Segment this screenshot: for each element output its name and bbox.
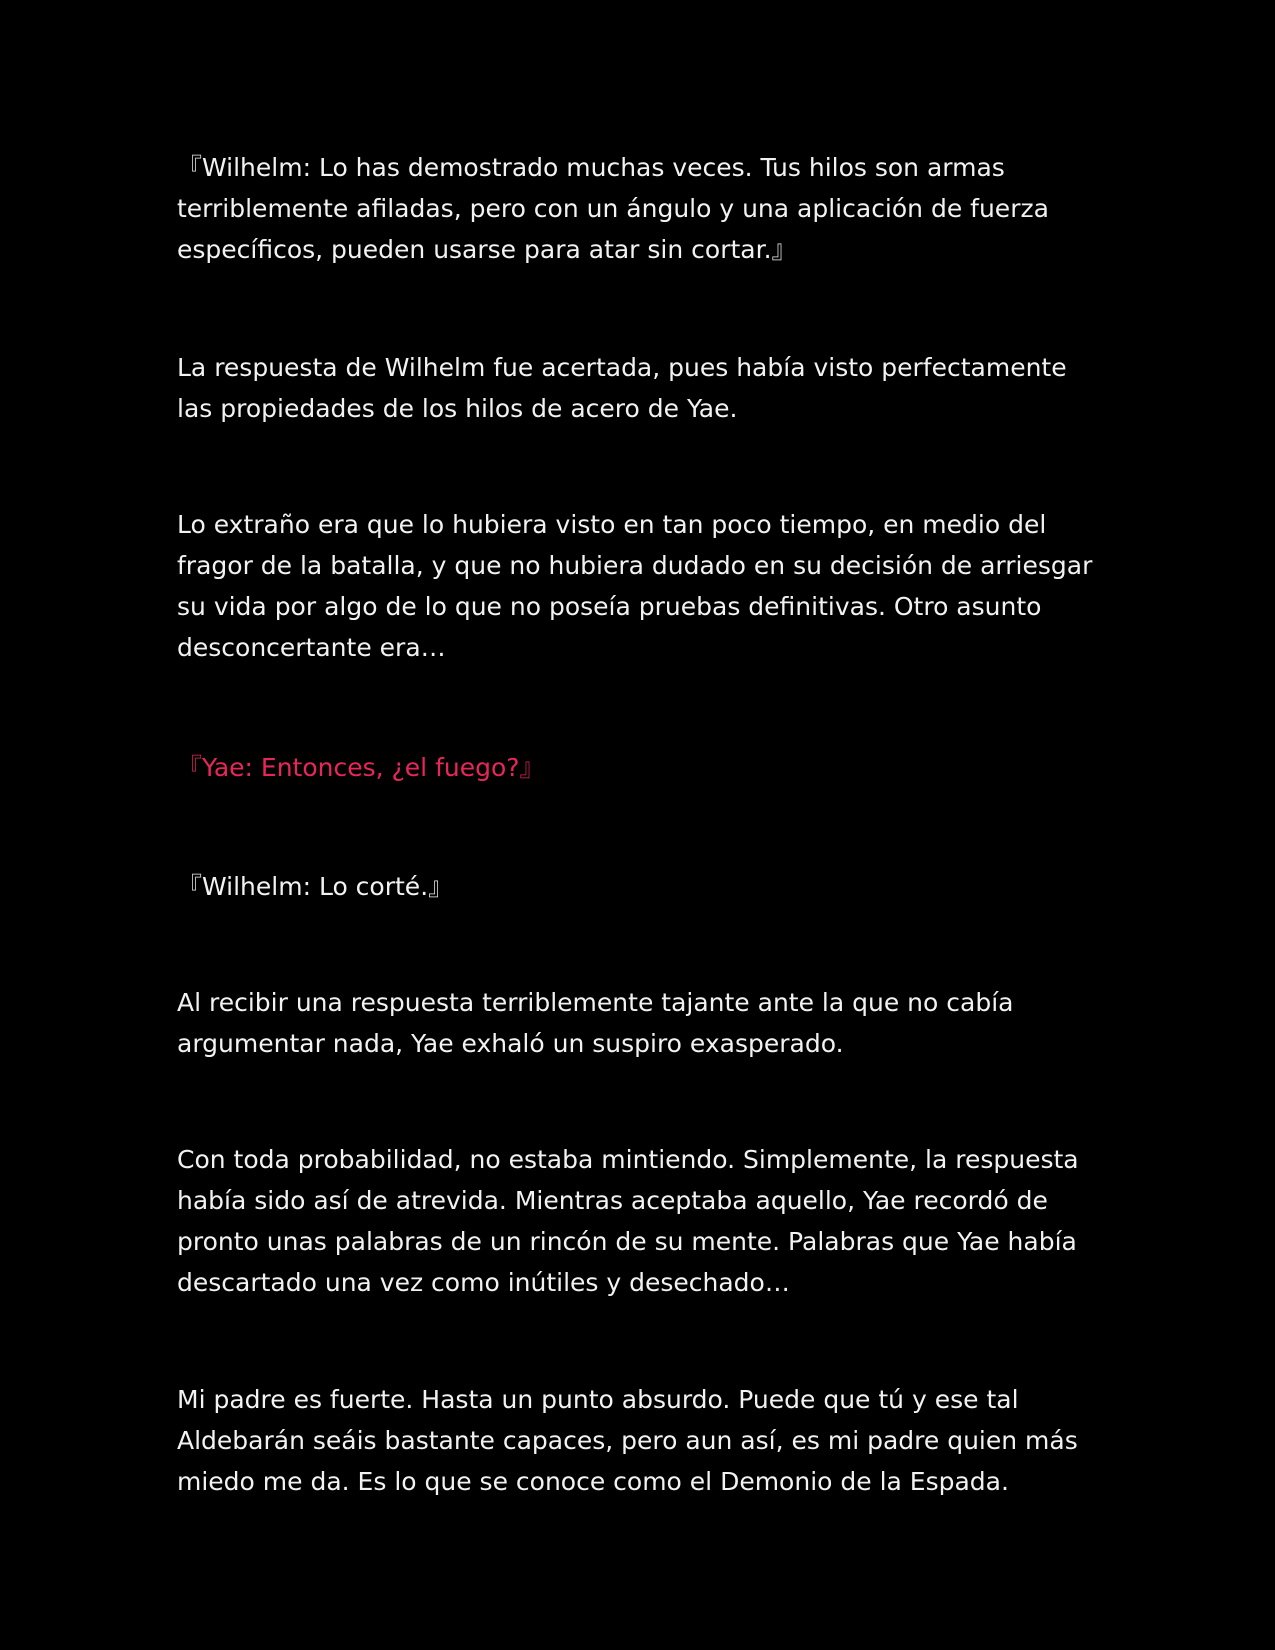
paragraph-narration-2 [177, 504, 1097, 668]
text-line: desconcertante era… [177, 633, 446, 662]
paragraph-wilhelm-dialogue-2 [177, 866, 1097, 907]
text-line: su vida por algo de lo que no poseía pruebas definitivas. Otro asunto [177, 592, 1042, 621]
paragraph-narration-5 [177, 1379, 1097, 1502]
text-line: descartado una vez como inútiles y desechado… [177, 1268, 790, 1297]
text-line: las propiedades de los hilos de acero de Yae. [177, 394, 738, 423]
text-line: La respuesta de Wilhelm fue acertada, pues había visto perfectamente [177, 353, 1067, 382]
paragraph-narration-3 [177, 982, 1097, 1064]
paragraph-yae-dialogue [177, 747, 1097, 788]
text-line: Al recibir una respuesta terriblemente tajante ante la que no cabía [177, 988, 1014, 1017]
text-line: Aldebarán seáis bastante capaces, pero aun así, es mi padre quien más [177, 1426, 1078, 1455]
text-line: Con toda probabilidad, no estaba mintiendo. Simplemente, la respuesta [177, 1145, 1079, 1174]
text-line: argumentar nada, Yae exhaló un suspiro exasperado. [177, 1029, 844, 1058]
text-line: 『Yae: Entonces, ¿el fuego?』 [177, 753, 545, 782]
text-line: 『Wilhelm: Lo corté.』 [177, 872, 454, 901]
paragraph-narration-4 [177, 1139, 1097, 1303]
text-line: específicos, pueden usarse para atar sin cortar.』 [177, 235, 797, 264]
paragraph-narration-1 [177, 347, 1097, 429]
text-line: fragor de la batalla, y que no hubiera dudado en su decisión de arriesgar [177, 551, 1093, 580]
text-line: terriblemente afiladas, pero con un ángulo y una aplicación de fuerza [177, 194, 1049, 223]
text-line: Lo extraño era que lo hubiera visto en tan poco tiempo, en medio del [177, 510, 1047, 539]
text-line: había sido así de atrevida. Mientras aceptaba aquello, Yae recordó de [177, 1186, 1048, 1215]
text-line: 『Wilhelm: Lo has demostrado muchas veces. Tus hilos son armas [177, 153, 1005, 182]
paragraph-wilhelm-dialogue-1 [177, 147, 1097, 270]
text-line: miedo me da. Es lo que se conoce como el Demonio de la Espada. [177, 1467, 1009, 1496]
text-line: Mi padre es fuerte. Hasta un punto absurdo. Puede que tú y ese tal [177, 1385, 1019, 1414]
text-line: pronto unas palabras de un rincón de su mente. Palabras que Yae había [177, 1227, 1077, 1256]
